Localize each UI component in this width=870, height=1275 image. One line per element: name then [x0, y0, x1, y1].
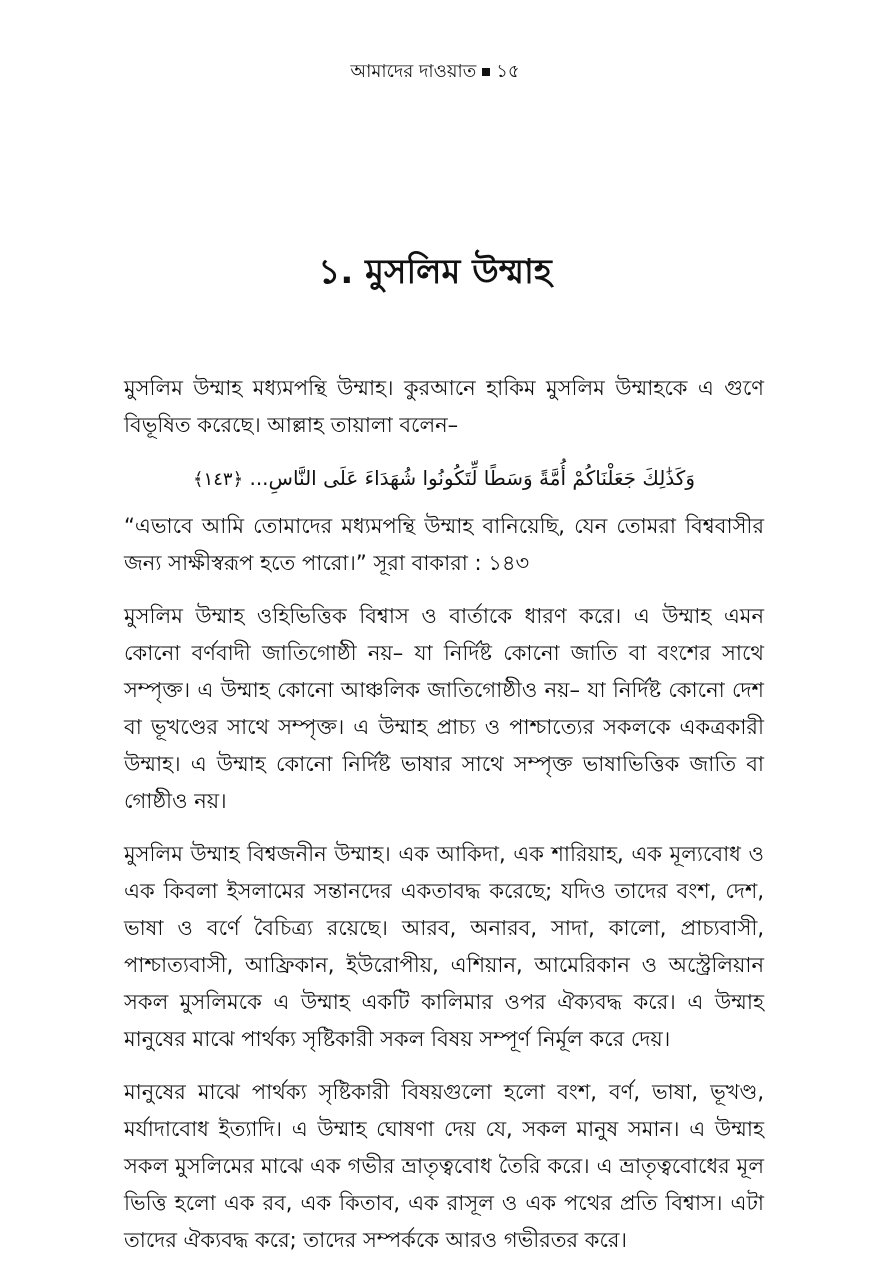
paragraph-intro: মুসলিম উম্মাহ মধ্যমপন্থি উম্মাহ। কুরআনে হাকিম মুসলিম উম্মাহকে এ গুণে বিভূষিত করেছে। আল্লাহ তায়ালা বলেন– [124, 376, 764, 437]
paragraph-brotherhood: মানুষের মাঝে পার্থক্য সৃষ্টিকারী বিষয়গুলো হলো বংশ, বর্ণ, ভাষা, ভূখণ্ড, মর্যাদাবোধ ইত্যাদি। এ উম্মাহ ঘোষণা দেয় যে, সকল মানুষ সমান। এ উম্মাহ সকল মুসলিমের মাঝে এক গভীর ভ্রাতৃত্ববোধ তৈরি করে। এ ভ্রাতৃত্ববোধের মূল ভিত্তি হলো এক রব, এক কিতাব, এক রাসূল ও এক পথের প্রতি বিশ্বাস। এটা তাদের ঐক্যবদ্ধ করে; তাদের সম্পর্ককে আরও গভীরতর করে। [124, 1080, 764, 1252]
paragraph-universal-ummah: মুসলিম উম্মাহ বিশ্বজনীন উম্মাহ। এক আকিদা, এক শারিয়াহ, এক মূল্যবোধ ও এক কিবলা ইসলামের সন্তানদের একতাবদ্ধ করেছে; যদিও তাদের বংশ, দেশ, ভাষা ও বর্ণে বৈচিত্র্য রয়েছে। আরব, অনারব, সাদা, কালো, প্রাচ্যবাসী, পাশ্চাত্যবাসী, আফ্রিকান, ইউরোপীয়, এশিয়ান, আমেরিকান ও অস্ট্রেলিয়ান সকল মুসলিমকে এ উম্মাহ একটি কালিমার ওপর ঐক্যবদ্ধ করে। এ উম্মাহ মানুষের মাঝে পার্থক্য সৃষ্টিকারী সকল বিষয় সম্পূর্ণ নির্মূল করে দেয়। [124, 842, 764, 1051]
separator-square-icon [482, 68, 490, 76]
paragraph-translation: “এভাবে আমি তোমাদের মধ্যমপন্থি উম্মাহ বানিয়েছি, যেন তোমরা বিশ্ববাসীর জন্য সাক্ষীস্বরূপ হতে পারো।” সূরা বাকারা : ১৪৩ [124, 514, 764, 575]
chapter-title: ১. মুসলিম উম্মাহ [318, 252, 552, 292]
arabic-verse: وَكَذَٰلِكَ جَعَلْنَاكُمْ أُمَّةً وَسَطًا لِّتَكُونُوا شُهَدَاءَ عَلَى النَّاسِ... [249, 466, 695, 490]
body-text [124, 370, 764, 1275]
page-number: ১৫ [496, 61, 520, 82]
running-title: আমাদের দাওয়াত [350, 61, 477, 82]
arabic-verse-line [124, 460, 764, 498]
running-header [0, 60, 870, 84]
paragraph-wahi-based: মুসলিম উম্মাহ ওহিভিত্তিক বিশ্বাস ও বার্তাকে ধারণ করে। এ উম্মাহ এমন কোনো বর্ণবাদী জাতিগোষ্ঠী নয়– যা নির্দিষ্ট কোনো জাতি বা বংশের সাথে সম্পৃক্ত। এ উম্মাহ কোনো আঞ্চলিক জাতিগোষ্ঠীও নয়– যা নির্দিষ্ট কোনো দেশ বা ভূখণ্ডের সাথে সম্পৃক্ত। এ উম্মাহ প্রাচ্য ও পাশ্চাত্যের সকলকে একত্রকারী উম্মাহ। এ উম্মাহ কোনো নির্দিষ্ট ভাষার সাথে সম্পৃক্ত ভাষাভিত্তিক জাতি বা গোষ্ঠীও নয়। [124, 604, 764, 813]
verse-reference: ﴿١٤٣﴾ [193, 469, 244, 490]
